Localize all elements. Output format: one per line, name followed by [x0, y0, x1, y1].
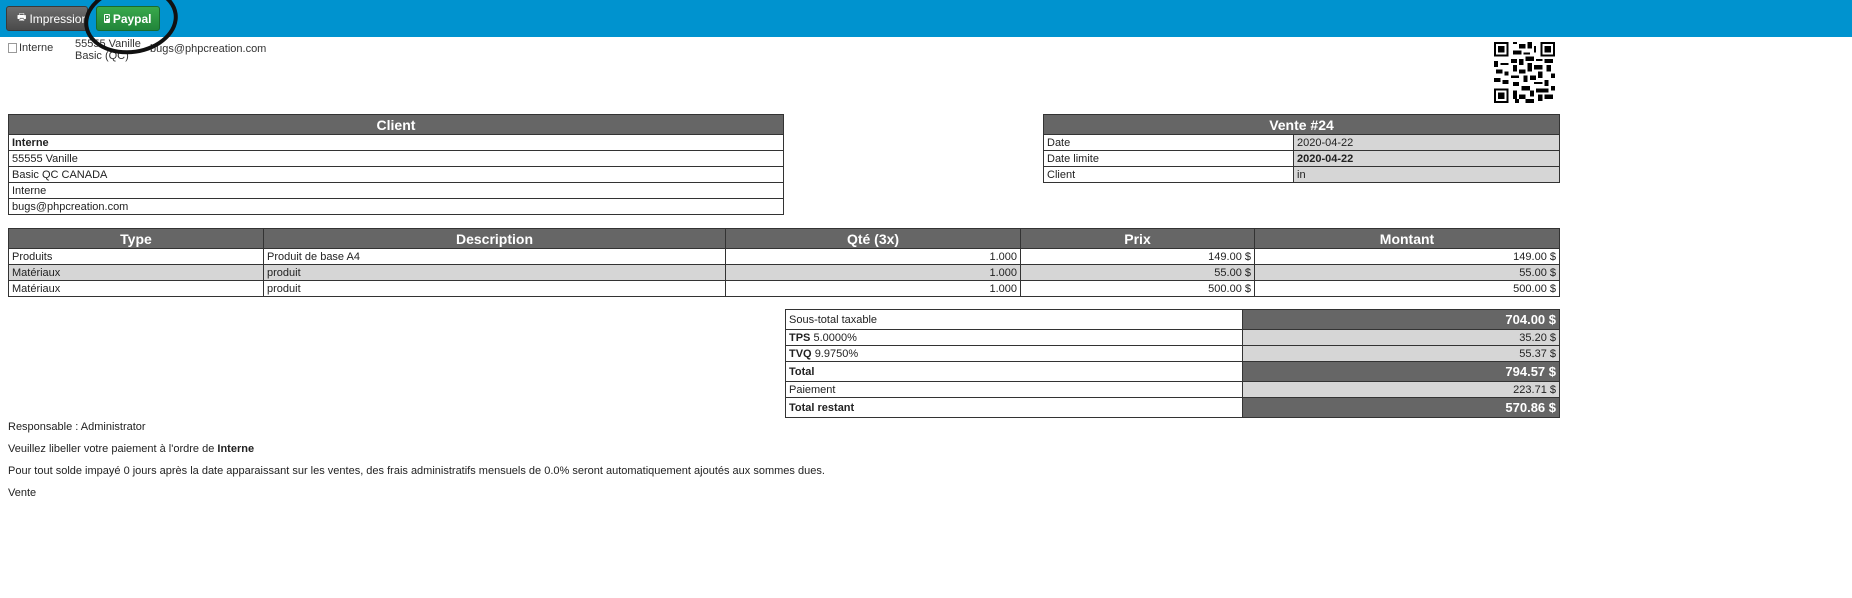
printer-icon: 🖶: [17, 12, 27, 23]
company-address-line1: 55555 Vanille: [75, 38, 141, 50]
subtotal-value: 704.00 $: [1243, 310, 1560, 330]
total-value: 794.57 $: [1243, 362, 1560, 382]
table-row: [9, 281, 1560, 297]
client-name: Interne: [9, 135, 784, 151]
payable-text: [8, 443, 254, 455]
item-qty: 1.000: [726, 265, 1021, 281]
sale-due-date-value: 2020-04-22: [1294, 151, 1560, 167]
items-header-price: Prix: [1021, 229, 1255, 249]
payable-prefix: Veuillez libeller votre paiement à l'ordre de: [8, 443, 215, 455]
paypal-button[interactable]: [96, 6, 160, 31]
item-type: Matériaux: [9, 265, 264, 281]
responsible-text: Responsable : Administrator: [8, 421, 146, 433]
logo-alt-text: Interne: [19, 42, 54, 54]
items-header-qty: Qté (3x): [726, 229, 1021, 249]
item-type: Produits: [9, 249, 264, 265]
document-type: Vente: [8, 487, 37, 499]
item-description: Produit de base A4: [264, 249, 726, 265]
payable-name: Interne: [217, 443, 255, 455]
sale-date-value: 2020-04-22: [1294, 135, 1560, 151]
item-amount: 500.00 $: [1255, 281, 1560, 297]
client-region: Basic QC CANADA: [9, 167, 784, 183]
sale-due-date-label: Date limite: [1044, 151, 1294, 167]
client-email: bugs@phpcreation.com: [9, 199, 784, 215]
paypal-icon: P: [104, 14, 110, 23]
tvq-rate: 9.9750%: [814, 347, 859, 360]
item-description: produit: [264, 265, 726, 281]
total-label: Total: [786, 362, 1243, 382]
item-price: 149.00 $: [1021, 249, 1255, 265]
toolbar: [0, 0, 1852, 37]
late-fee-text: Pour tout solde impayé 0 jours après la date apparaissant sur les ventes, des frais administratifs mensuels de 0.0% seront automatiquement ajoutés aux sommes dues.: [8, 465, 825, 477]
paypal-button-label: Paypal: [112, 11, 152, 26]
totals-table: [785, 309, 1560, 418]
print-button-label: Impression: [29, 11, 89, 26]
print-button[interactable]: [6, 6, 88, 31]
sale-client-label: Client: [1044, 167, 1294, 183]
remaining-value: 570.86 $: [1243, 398, 1560, 418]
client-company: Interne: [9, 183, 784, 199]
tvq-label: [786, 346, 1243, 362]
payment-value: 223.71 $: [1243, 382, 1560, 398]
tps-value: 35.20 $: [1243, 330, 1560, 346]
sale-table: [1043, 114, 1560, 183]
item-description: produit: [264, 281, 726, 297]
item-price: 55.00 $: [1021, 265, 1255, 281]
item-qty: 1.000: [726, 281, 1021, 297]
tps-label: [786, 330, 1243, 346]
item-amount: 149.00 $: [1255, 249, 1560, 265]
company-address: [75, 38, 141, 62]
sale-client-value: in: [1294, 167, 1560, 183]
company-address-line2: Basic (QC): [75, 50, 129, 62]
client-table: [8, 114, 784, 215]
items-header-type: Type: [9, 229, 264, 249]
items-header-description: Description: [264, 229, 726, 249]
subtotal-label: Sous-total taxable: [786, 310, 1243, 330]
item-type: Matériaux: [9, 281, 264, 297]
company-logo: [8, 42, 53, 54]
remaining-label: Total restant: [786, 398, 1243, 418]
table-row: [9, 265, 1560, 281]
tvq-name: TVQ: [789, 347, 812, 360]
item-price: 500.00 $: [1021, 281, 1255, 297]
client-table-title: Client: [9, 115, 784, 135]
tps-name: TPS: [789, 331, 811, 344]
table-row: [9, 249, 1560, 265]
sale-table-title: Vente #24: [1044, 115, 1560, 135]
tps-rate: 5.0000%: [813, 331, 857, 344]
payment-label: Paiement: [786, 382, 1243, 398]
broken-image-icon: [8, 43, 17, 53]
item-amount: 55.00 $: [1255, 265, 1560, 281]
tvq-value: 55.37 $: [1243, 346, 1560, 362]
sale-date-label: Date: [1044, 135, 1294, 151]
items-header-amount: Montant: [1255, 229, 1560, 249]
items-table: [8, 228, 1560, 297]
qr-code: [1494, 42, 1555, 103]
company-email: bugs@phpcreation.com: [150, 43, 267, 55]
client-address: 55555 Vanille: [9, 151, 784, 167]
item-qty: 1.000: [726, 249, 1021, 265]
